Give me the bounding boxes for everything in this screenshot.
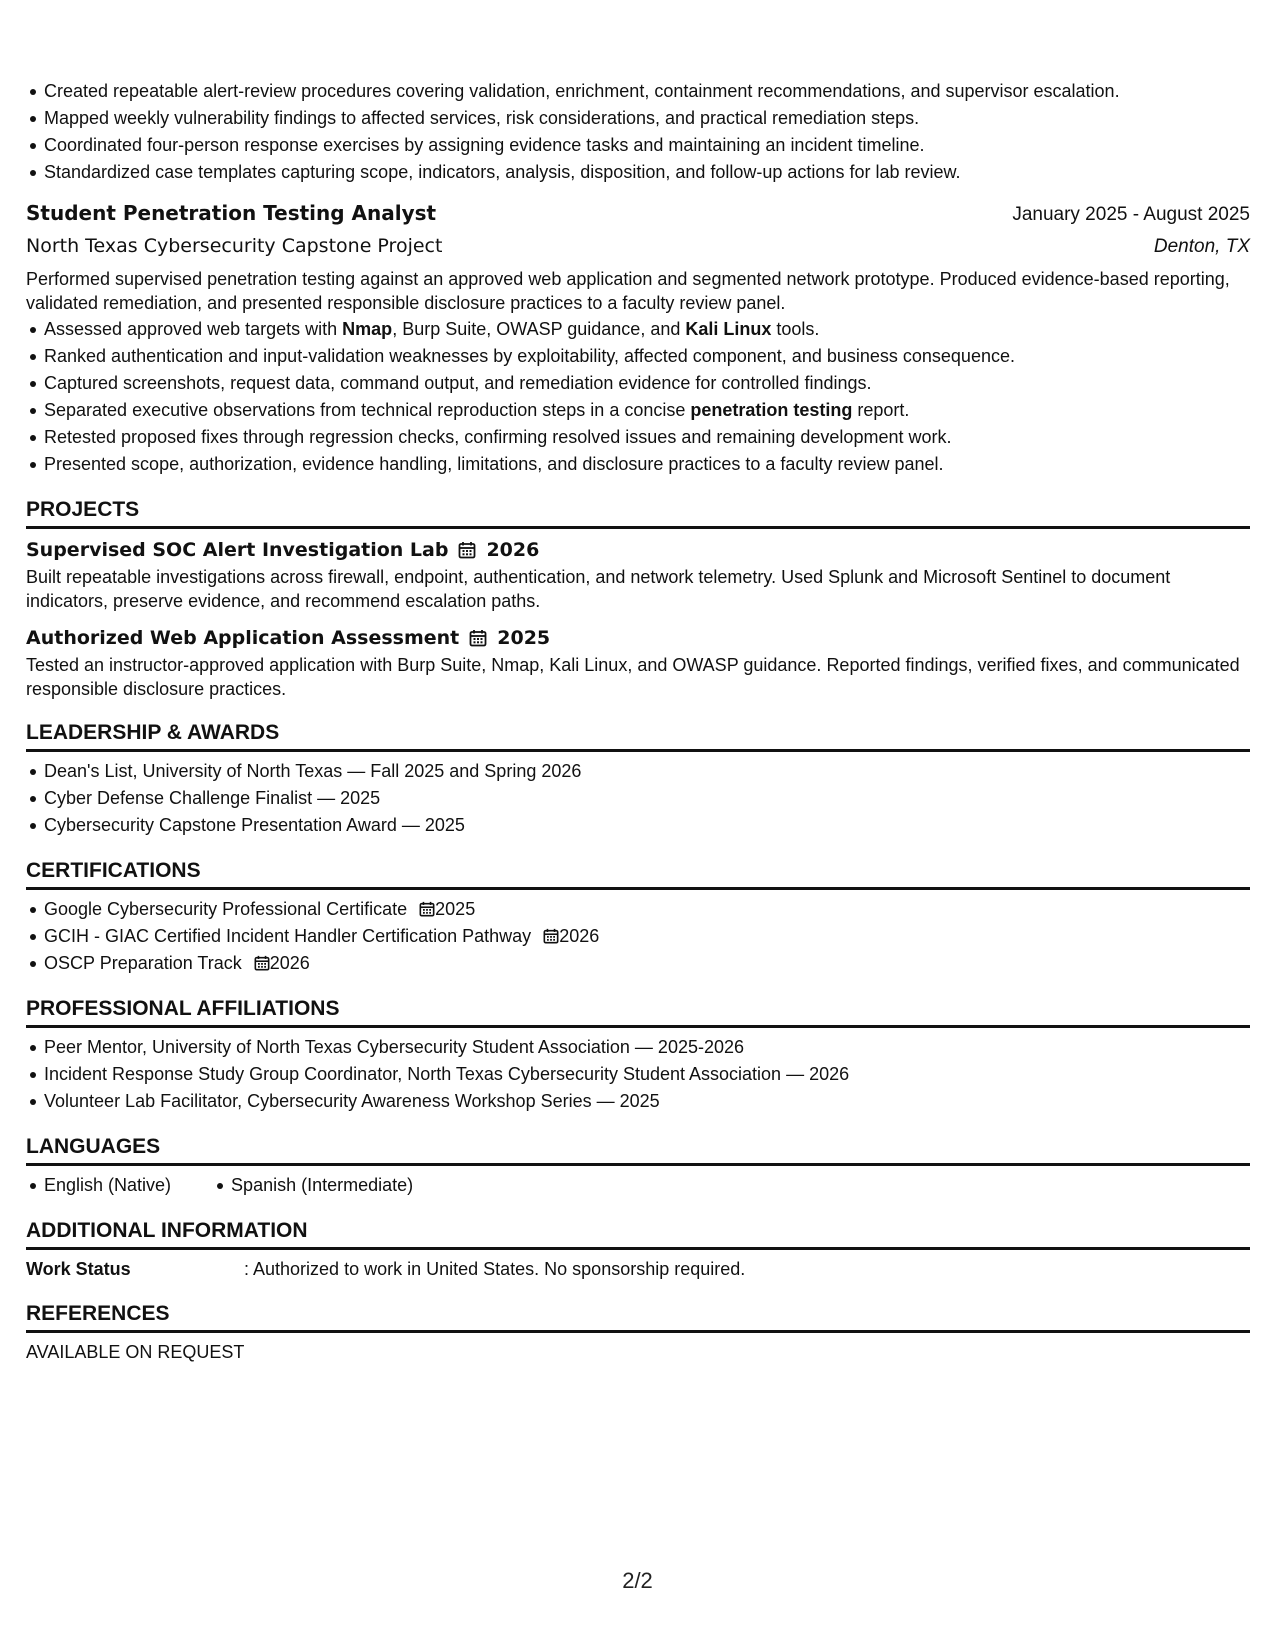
experience-previous-bullets [26, 78, 1250, 186]
project-title: Authorized Web Application Assessment [26, 627, 460, 649]
calendar-icon [543, 928, 559, 944]
list-item: Retested proposed fixes through regression checks, confirming resolved issues and remaining development work. [44, 424, 1250, 451]
role-title: Student Penetration Testing Analyst [26, 201, 437, 225]
list-item [44, 923, 1250, 950]
certifications-list [26, 896, 1250, 977]
project-description: Built repeatable investigations across firewall, endpoint, authentication, and network telemetry. Used Splunk and Microsoft Sentinel to document indicators, preserve evidence, and recommend escalation paths. [26, 567, 1171, 611]
text: report. [852, 400, 910, 420]
certification-name: OSCP Preparation Track [44, 953, 242, 973]
project-item [26, 623, 1250, 701]
calendar-icon [419, 901, 435, 917]
section-heading-affiliations: PROFESSIONAL AFFILIATIONS [26, 995, 1250, 1028]
list-item: Cybersecurity Capstone Presentation Award — 2025 [44, 812, 1250, 839]
role-header [26, 198, 1250, 230]
references-text: AVAILABLE ON REQUEST [26, 1342, 245, 1362]
page-number: 2/2 [622, 1568, 653, 1593]
list-item: Peer Mentor, University of North Texas Cybersecurity Student Association — 2025-2026 [44, 1034, 1250, 1061]
list-item: Ranked authentication and input-validation weaknesses by exploitability, affected component, and business consequence. [44, 343, 1250, 370]
languages-list [26, 1172, 1250, 1199]
certification-name: GCIH - GIAC Certified Incident Handler Certification Pathway [44, 926, 532, 946]
role-dates: January 2025 - August 2025 [1012, 204, 1250, 225]
role-bullets [26, 316, 1250, 478]
list-item: Cyber Defense Challenge Finalist — 2025 [44, 785, 1250, 812]
work-status-label: Work Status [26, 1259, 131, 1279]
section-heading-languages: LANGUAGES [26, 1133, 1250, 1166]
list-item: Created repeatable alert-review procedures covering validation, enrichment, containment recommendations, and supervisor escalation. [44, 78, 1250, 105]
list-item: Coordinated four-person response exercises by assigning evidence tasks and maintaining an incident timeline. [44, 132, 1250, 159]
list-item: Standardized case templates capturing scope, indicators, analysis, disposition, and follow-up actions for lab review. [44, 159, 1250, 186]
project-year: 2026 [486, 539, 540, 561]
certification-name: Google Cybersecurity Professional Certificate [44, 899, 408, 919]
role-subheader [26, 230, 1250, 263]
work-status-row [26, 1256, 1250, 1282]
work-status-value: : Authorized to work in United States. No sponsorship required. [244, 1259, 746, 1279]
project-header [26, 535, 1250, 565]
list-item: Presented scope, authorization, evidence handling, limitations, and disclosure practices to a faculty review panel. [44, 451, 1250, 478]
leadership-list [26, 758, 1250, 839]
resume-page [26, 78, 1250, 1365]
role-organization: North Texas Cybersecurity Capstone Project [26, 235, 443, 257]
list-item [44, 950, 1250, 977]
bold-keyword: Nmap [342, 319, 393, 339]
text: tools. [771, 319, 820, 339]
bold-keyword: penetration testing [690, 400, 853, 420]
text: Separated executive observations from technical reproduction steps in a concise [44, 400, 691, 420]
list-item: Captured screenshots, request data, command output, and remediation evidence for controlled findings. [44, 370, 1250, 397]
section-heading-additional-information: ADDITIONAL INFORMATION [26, 1217, 1250, 1250]
project-year: 2025 [497, 627, 551, 649]
calendar-icon [469, 629, 487, 647]
project-header [26, 623, 1250, 653]
calendar-icon [254, 955, 270, 971]
bold-keyword: Kali Linux [685, 319, 772, 339]
text: Assessed approved web targets with [44, 319, 343, 339]
list-item [44, 316, 1250, 343]
section-heading-references: REFERENCES [26, 1300, 1250, 1333]
list-item: Spanish (Intermediate) [231, 1172, 413, 1199]
certification-year: 2026 [269, 953, 310, 973]
list-item: English (Native) [44, 1172, 171, 1199]
role-summary: Performed supervised penetration testing against an approved web application and segmented network prototype. Produced evidence-based reporting, validated remediation, and presented responsible disclosure practices to a faculty review panel. [26, 269, 1230, 313]
list-item: Mapped weekly vulnerability findings to affected services, risk considerations, and practical remediation steps. [44, 105, 1250, 132]
calendar-icon [458, 541, 476, 559]
list-item: Incident Response Study Group Coordinator, North Texas Cybersecurity Student Association — 2026 [44, 1061, 1250, 1088]
role-location: Denton, TX [1153, 236, 1250, 257]
project-description: Tested an instructor-approved application with Burp Suite, Nmap, Kali Linux, and OWASP guidance. Reported findings, verified fixes, and communicated responsible disclosure practices. [26, 655, 1240, 699]
list-item [44, 397, 1250, 424]
list-item: Dean's List, University of North Texas — Fall 2025 and Spring 2026 [44, 758, 1250, 785]
list-item: Volunteer Lab Facilitator, Cybersecurity Awareness Workshop Series — 2025 [44, 1088, 1250, 1115]
certification-year: 2025 [435, 899, 476, 919]
section-heading-projects: PROJECTS [26, 496, 1250, 529]
section-heading-certifications: CERTIFICATIONS [26, 857, 1250, 890]
project-title: Supervised SOC Alert Investigation Lab [26, 539, 449, 561]
text: , Burp Suite, OWASP guidance, and [392, 319, 686, 339]
project-item [26, 535, 1250, 613]
certification-year: 2026 [559, 926, 600, 946]
affiliations-list [26, 1034, 1250, 1115]
list-item [44, 896, 1250, 923]
section-heading-leadership: LEADERSHIP & AWARDS [26, 719, 1250, 752]
